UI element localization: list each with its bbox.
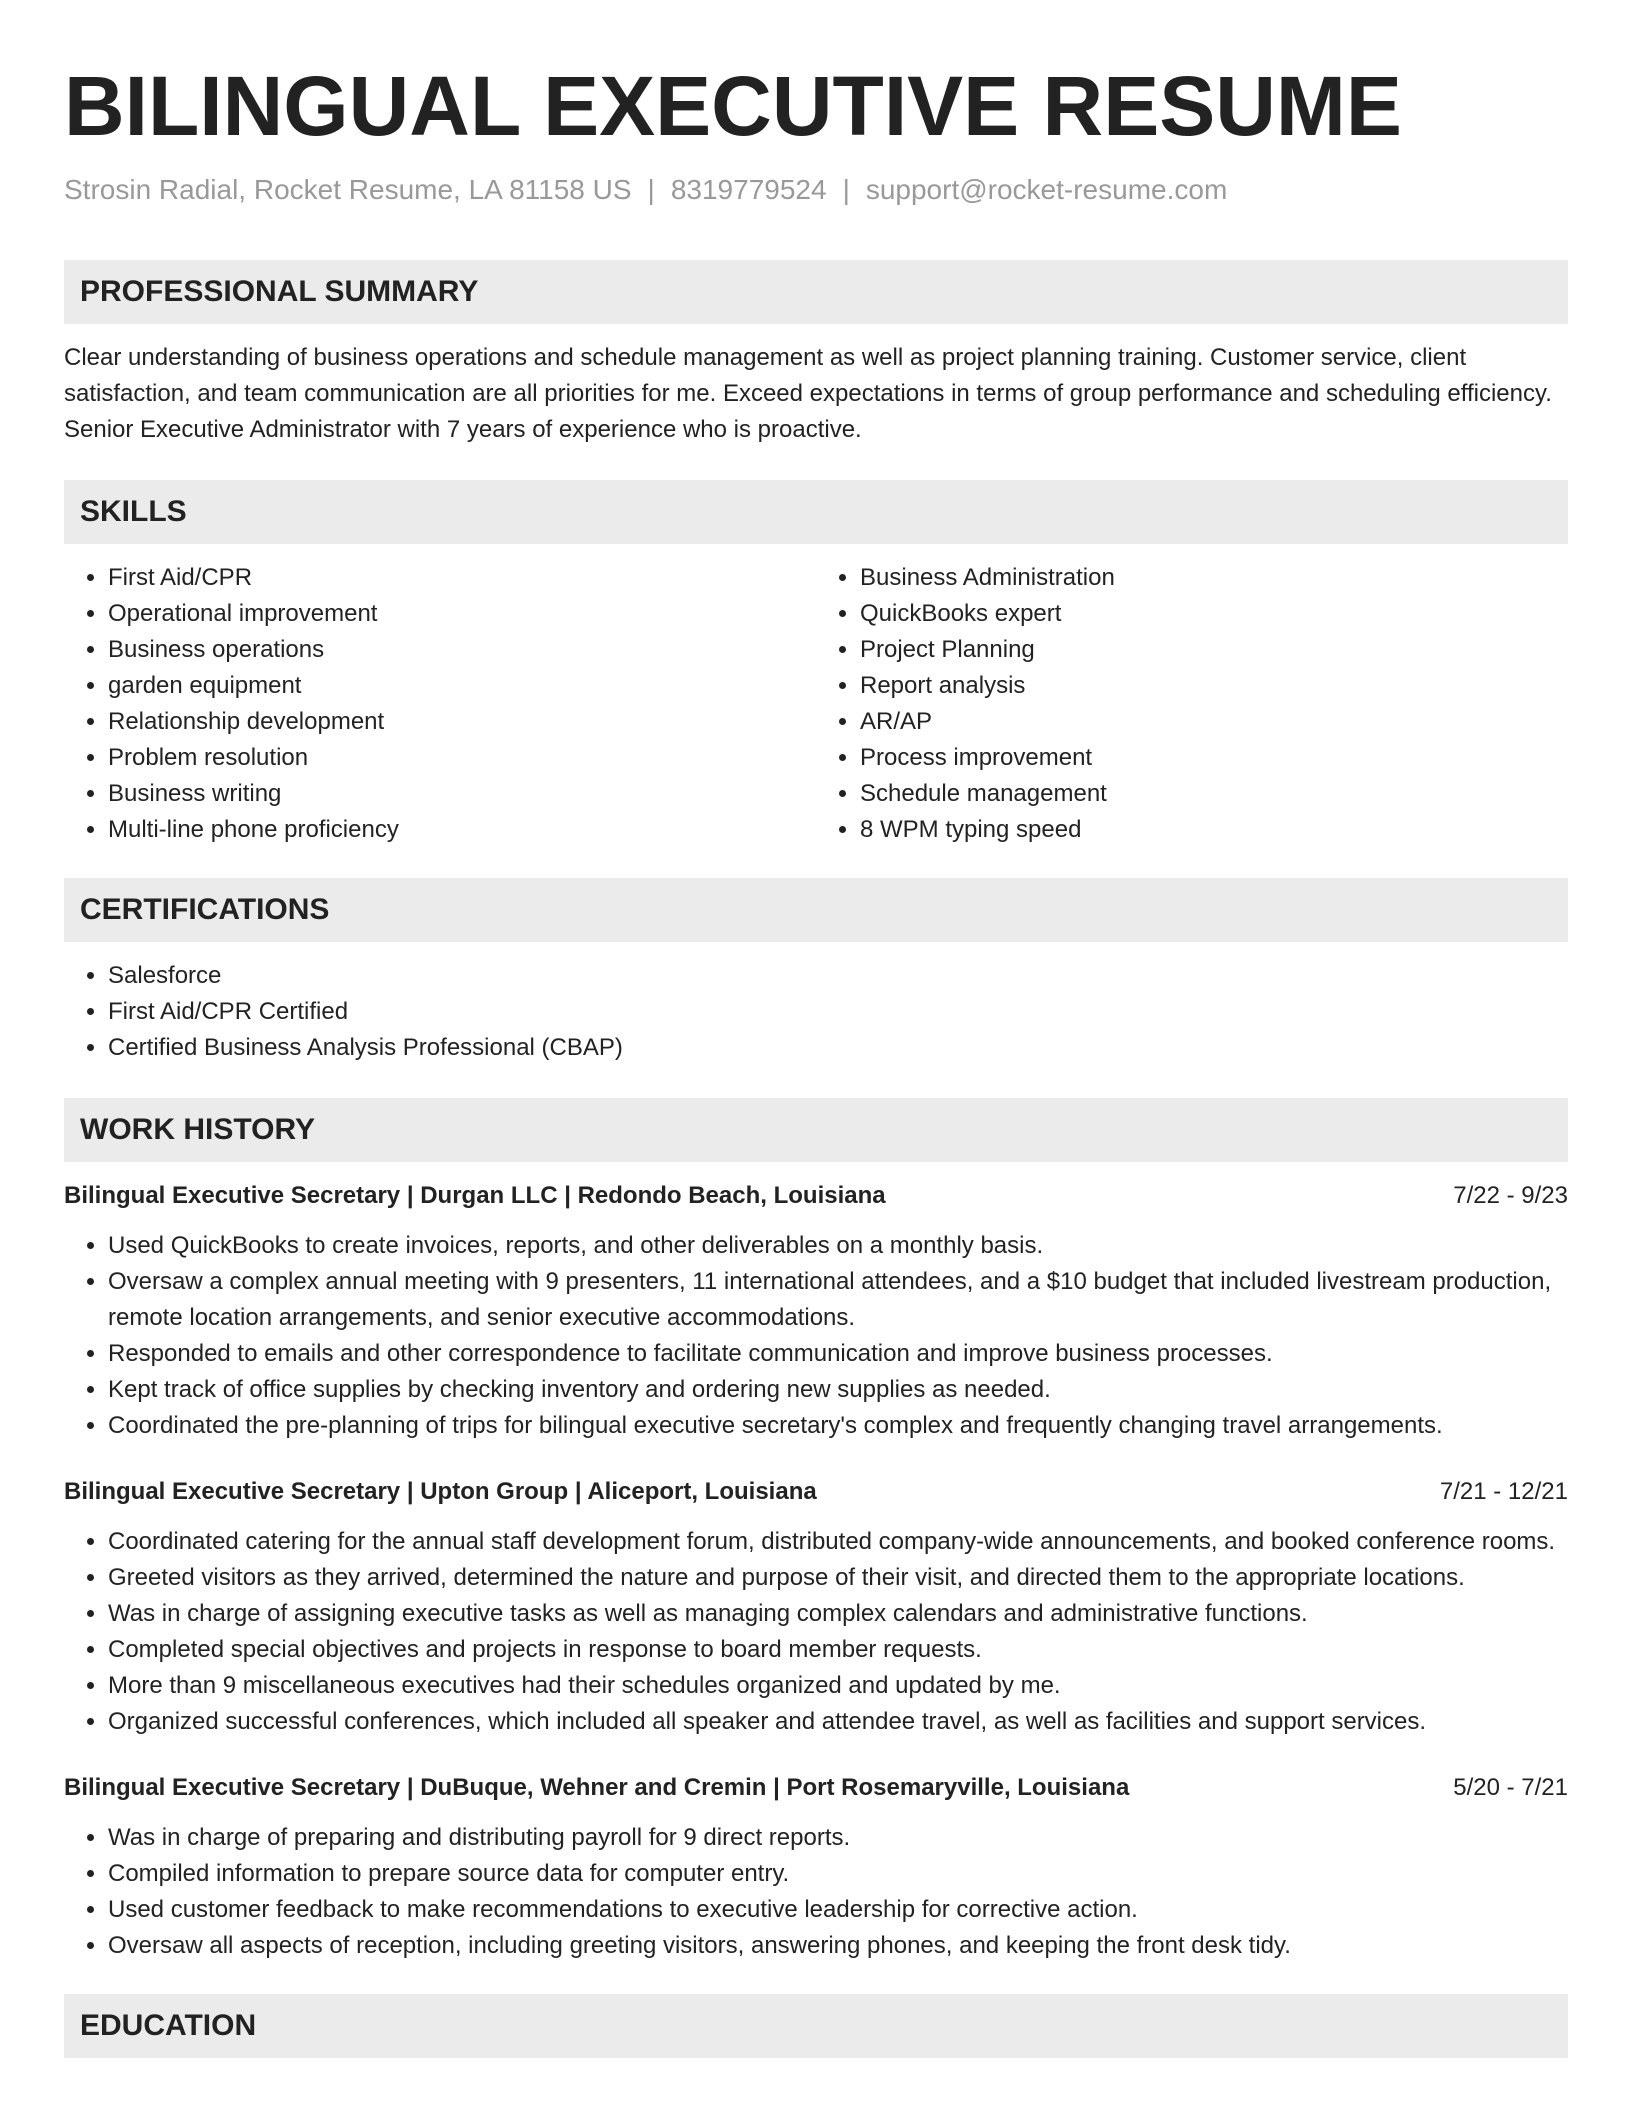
certifications-heading: CERTIFICATIONS: [64, 878, 1568, 942]
job-bullet: • Coordinated the pre-planning of trips for bilingual executive secretary's complex and frequently changing travel arrangements.: [108, 1408, 1568, 1444]
job-bullet: • Completed special objectives and projects in response to board member requests.: [108, 1632, 1568, 1668]
contact-address: Strosin Radial, Rocket Resume, LA 81158 US: [64, 174, 632, 205]
job-dates: 7/22 - 9/23: [1453, 1182, 1568, 1209]
skill-item: • Business Administration: [860, 560, 1568, 596]
skill-item: • Business writing: [108, 776, 816, 812]
contact-separator: |: [647, 174, 655, 205]
job-dates: 5/20 - 7/21: [1453, 1774, 1568, 1801]
certification-item: • Certified Business Analysis Professional (CBAP): [108, 1030, 1568, 1066]
contact-separator: |: [842, 174, 850, 205]
skill-item: • First Aid/CPR: [108, 560, 816, 596]
job-title: Bilingual Executive Secretary | DuBuque, Wehner and Cremin | Port Rosemaryville, Louisiana: [64, 1774, 1130, 1801]
skill-item: • 8 WPM typing speed: [860, 812, 1568, 848]
job-header: [64, 1770, 1568, 1806]
skill-item: • AR/AP: [860, 704, 1568, 740]
job-title: Bilingual Executive Secretary | Upton Group | Aliceport, Louisiana: [64, 1478, 817, 1505]
skill-item: • Business operations: [108, 632, 816, 668]
job-dates: 7/21 - 12/21: [1439, 1478, 1568, 1505]
job-bullet: • Oversaw a complex annual meeting with 9 presenters, 11 international attendees, and a $10 budget that included livestream production, remote location arrangements, and senior executive accommodations.: [108, 1264, 1568, 1336]
skills-heading: SKILLS: [64, 480, 1568, 544]
job-bullet: • Coordinated catering for the annual staff development forum, distributed company-wide announcements, and booked conference rooms.: [108, 1524, 1568, 1560]
resume-title: BILINGUAL EXECUTIVE RESUME: [64, 59, 1402, 153]
job-bullet: • Used QuickBooks to create invoices, reports, and other deliverables on a monthly basis.: [108, 1228, 1568, 1264]
job-bullet: • Was in charge of preparing and distributing payroll for 9 direct reports.: [108, 1820, 1568, 1856]
job-bullet: • Organized successful conferences, which included all speaker and attendee travel, as well as facilities and support services.: [108, 1704, 1568, 1740]
summary-text: Clear understanding of business operations and schedule management as well as project planning training. Customer service, client satisfaction, and team communication are all priorities for me. Exceed expectations in terms of group performance and scheduling efficiency. Senior Executive Administrator with 7 years of experience who is proactive.: [64, 344, 1552, 443]
skill-item: • garden equipment: [108, 668, 816, 704]
education-heading: EDUCATION: [64, 1994, 1568, 2058]
skill-item: • Report analysis: [860, 668, 1568, 704]
job-bullet: • Greeted visitors as they arrived, determined the nature and purpose of their visit, and directed them to the appropriate locations.: [108, 1560, 1568, 1596]
skill-item: • Schedule management: [860, 776, 1568, 812]
skill-item: • Operational improvement: [108, 596, 816, 632]
job-header: [64, 1474, 1568, 1510]
job-entry: [64, 1474, 1568, 1740]
certification-item: • First Aid/CPR Certified: [108, 994, 1568, 1030]
job-header: [64, 1178, 1568, 1214]
job-entry: [64, 1770, 1568, 1964]
job-bullets: [64, 1228, 1568, 1444]
job-bullets: [64, 1820, 1568, 1964]
certifications-list: [64, 958, 1568, 1066]
skill-item: • Relationship development: [108, 704, 816, 740]
skill-item: • Process improvement: [860, 740, 1568, 776]
contact-line: [64, 172, 1568, 208]
job-bullet: • More than 9 miscellaneous executives had their schedules organized and updated by me.: [108, 1668, 1568, 1704]
contact-phone: 8319779524: [670, 174, 827, 205]
work-history-heading: WORK HISTORY: [64, 1098, 1568, 1162]
job-bullet: • Oversaw all aspects of reception, including greeting visitors, answering phones, and keeping the front desk tidy.: [108, 1928, 1568, 1964]
summary-heading: PROFESSIONAL SUMMARY: [64, 260, 1568, 324]
skills-left-column: [64, 560, 816, 848]
certification-item: • Salesforce: [108, 958, 1568, 994]
skill-item: • Problem resolution: [108, 740, 816, 776]
job-bullet: • Used customer feedback to make recommendations to executive leadership for corrective action.: [108, 1892, 1568, 1928]
skill-item: • Multi-line phone proficiency: [108, 812, 816, 848]
job-bullet: • Compiled information to prepare source data for computer entry.: [108, 1856, 1568, 1892]
skills-list: [64, 560, 1568, 848]
job-title: Bilingual Executive Secretary | Durgan LLC | Redondo Beach, Louisiana: [64, 1182, 886, 1209]
job-bullet: • Responded to emails and other correspondence to facilitate communication and improve business processes.: [108, 1336, 1568, 1372]
skill-item: • QuickBooks expert: [860, 596, 1568, 632]
job-bullets: [64, 1524, 1568, 1740]
job-bullet: • Was in charge of assigning executive tasks as well as managing complex calendars and administrative functions.: [108, 1596, 1568, 1632]
skill-item: • Project Planning: [860, 632, 1568, 668]
skills-right-column: [816, 560, 1568, 848]
job-bullet: • Kept track of office supplies by checking inventory and ordering new supplies as needed.: [108, 1372, 1568, 1408]
contact-email: support@rocket-resume.com: [865, 174, 1228, 205]
job-entry: [64, 1178, 1568, 1444]
